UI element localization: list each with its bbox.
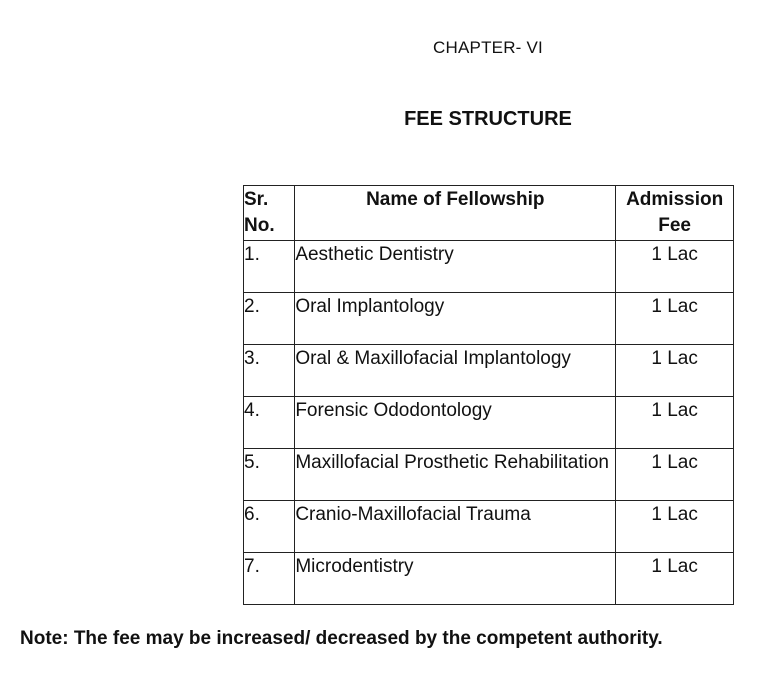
row-admission-fee: 1 Lac (616, 293, 734, 345)
header-sr-line1: Sr. (244, 189, 269, 210)
chapter-heading: CHAPTER- VI (433, 38, 543, 57)
table-row (244, 553, 734, 605)
fee-table (243, 185, 734, 605)
header-sr-line2: No. (244, 215, 275, 236)
row-admission-fee: 1 Lac (616, 397, 734, 449)
row-fellowship-name: Aesthetic Dentistry (295, 241, 616, 293)
row-sr-no: 6. (244, 501, 295, 553)
table-row (244, 449, 734, 501)
row-fellowship-name: Maxillofacial Prosthetic Rehabilitation (295, 449, 616, 501)
header-fellowship-name (295, 186, 616, 241)
table-row (244, 293, 734, 345)
row-fellowship-name: Oral Implantology (295, 293, 616, 345)
row-sr-no: 1. (244, 241, 295, 293)
header-name-text: Name of Fellowship (366, 189, 545, 210)
row-admission-fee: 1 Lac (616, 501, 734, 553)
row-fellowship-name: Cranio-Maxillofacial Trauma (295, 501, 616, 553)
table-row (244, 501, 734, 553)
page-title: FEE STRUCTURE (404, 108, 572, 130)
row-admission-fee: 1 Lac (616, 241, 734, 293)
table-header-row (244, 186, 734, 241)
row-admission-fee: 1 Lac (616, 449, 734, 501)
table-row (244, 241, 734, 293)
table-row (244, 397, 734, 449)
row-sr-no: 4. (244, 397, 295, 449)
header-fee-line1: Admission (626, 189, 724, 210)
fee-note: Note: The fee may be increased/ decreased by the competent authority. (20, 628, 663, 649)
row-fellowship-name: Forensic Ododontology (295, 397, 616, 449)
row-sr-no: 2. (244, 293, 295, 345)
table-row (244, 345, 734, 397)
row-sr-no: 5. (244, 449, 295, 501)
header-sr-no (244, 186, 295, 241)
row-admission-fee: 1 Lac (616, 553, 734, 605)
row-admission-fee: 1 Lac (616, 345, 734, 397)
row-sr-no: 3. (244, 345, 295, 397)
header-admission-fee (616, 186, 734, 241)
row-fellowship-name: Microdentistry (295, 553, 616, 605)
header-fee-line2: Fee (658, 215, 691, 236)
row-fellowship-name: Oral & Maxillofacial Implantology (295, 345, 616, 397)
row-sr-no: 7. (244, 553, 295, 605)
